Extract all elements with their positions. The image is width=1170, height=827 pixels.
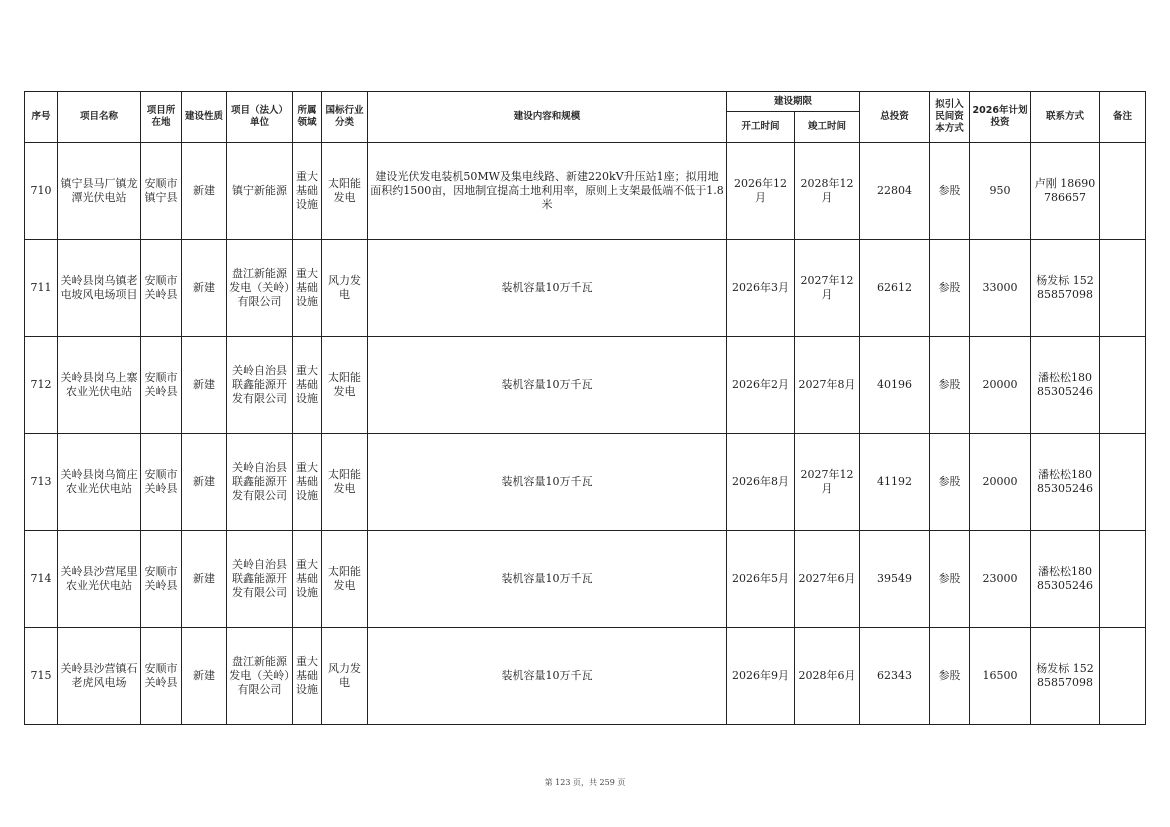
cell-content: 装机容量10万千瓦 [368, 531, 727, 628]
table-row [25, 531, 1146, 628]
cell-investment: 22804 [860, 143, 930, 240]
cell-seq: 712 [25, 337, 58, 434]
cell-investment: 39549 [860, 531, 930, 628]
cell-seq: 713 [25, 434, 58, 531]
header-period: 建设期限 [727, 92, 860, 112]
header-location: 项目所在地 [141, 92, 182, 143]
cell-location: 安顺市关岭县 [141, 628, 182, 725]
header-name: 项目名称 [58, 92, 141, 143]
cell-field: 重大基础设施 [293, 628, 322, 725]
cell-remark [1100, 143, 1146, 240]
cell-contact: 潘松松180 85305246 [1031, 531, 1100, 628]
cell-content: 装机容量10万千瓦 [368, 240, 727, 337]
cell-field: 重大基础设施 [293, 143, 322, 240]
header-investment: 总投资 [860, 92, 930, 143]
cell-plan-2026: 950 [970, 143, 1031, 240]
cell-unit: 关岭自治县联鑫能源开发有限公司 [227, 531, 293, 628]
cell-name: 关岭县岗乌上寨农业光伏电站 [58, 337, 141, 434]
table-row [25, 143, 1146, 240]
cell-investment: 62612 [860, 240, 930, 337]
header-capital-mode: 拟引入民间资本方式 [930, 92, 970, 143]
cell-industry: 太阳能发电 [322, 531, 368, 628]
cell-remark [1100, 240, 1146, 337]
cell-nature: 新建 [182, 434, 227, 531]
cell-unit: 盘江新能源发电（关岭）有限公司 [227, 628, 293, 725]
cell-capital-mode: 参股 [930, 337, 970, 434]
cell-name: 关岭县沙营镇石老虎风电场 [58, 628, 141, 725]
cell-start: 2026年2月 [727, 337, 795, 434]
cell-field: 重大基础设施 [293, 337, 322, 434]
cell-end: 2027年8月 [795, 337, 860, 434]
project-table [24, 91, 1146, 725]
cell-location: 安顺市关岭县 [141, 337, 182, 434]
cell-field: 重大基础设施 [293, 434, 322, 531]
cell-location: 安顺市关岭县 [141, 434, 182, 531]
header-content: 建设内容和规模 [368, 92, 727, 143]
cell-remark [1100, 434, 1146, 531]
cell-plan-2026: 33000 [970, 240, 1031, 337]
cell-seq: 715 [25, 628, 58, 725]
cell-nature: 新建 [182, 240, 227, 337]
cell-end: 2028年6月 [795, 628, 860, 725]
table-row [25, 628, 1146, 725]
cell-nature: 新建 [182, 628, 227, 725]
cell-name: 关岭县岗乌镇老屯坡风电场项目 [58, 240, 141, 337]
cell-plan-2026: 20000 [970, 434, 1031, 531]
header-field: 所属领域 [293, 92, 322, 143]
cell-content: 装机容量10万千瓦 [368, 434, 727, 531]
cell-plan-2026: 16500 [970, 628, 1031, 725]
cell-start: 2026年12月 [727, 143, 795, 240]
cell-capital-mode: 参股 [930, 143, 970, 240]
cell-end: 2027年12月 [795, 434, 860, 531]
cell-content: 建设光伏发电装机50MW及集电线路、新建220kV升压站1座；拟用地面积约1500亩，因地制宜提高土地利用率，原则上支架最低端不低于1.8米 [368, 143, 727, 240]
cell-plan-2026: 23000 [970, 531, 1031, 628]
cell-end: 2027年12月 [795, 240, 860, 337]
cell-investment: 40196 [860, 337, 930, 434]
cell-content: 装机容量10万千瓦 [368, 337, 727, 434]
cell-end: 2028年12月 [795, 143, 860, 240]
cell-investment: 41192 [860, 434, 930, 531]
cell-capital-mode: 参股 [930, 531, 970, 628]
cell-seq: 714 [25, 531, 58, 628]
cell-name: 镇宁县马厂镇龙潭光伏电站 [58, 143, 141, 240]
cell-start: 2026年5月 [727, 531, 795, 628]
cell-start: 2026年8月 [727, 434, 795, 531]
cell-contact: 潘松松180 85305246 [1031, 337, 1100, 434]
cell-seq: 711 [25, 240, 58, 337]
header-plan-2026: 2026年计划投资 [970, 92, 1031, 143]
cell-content: 装机容量10万千瓦 [368, 628, 727, 725]
header-start: 开工时间 [727, 112, 795, 143]
table-row [25, 240, 1146, 337]
header-remark: 备注 [1100, 92, 1146, 143]
header-contact: 联系方式 [1031, 92, 1100, 143]
cell-end: 2027年6月 [795, 531, 860, 628]
table-row [25, 434, 1146, 531]
cell-industry: 太阳能发电 [322, 143, 368, 240]
cell-contact: 潘松松180 85305246 [1031, 434, 1100, 531]
cell-field: 重大基础设施 [293, 531, 322, 628]
table-row [25, 337, 1146, 434]
header-end: 竣工时间 [795, 112, 860, 143]
cell-seq: 710 [25, 143, 58, 240]
cell-contact: 杨发标 15285857098 [1031, 240, 1100, 337]
cell-unit: 关岭自治县联鑫能源开发有限公司 [227, 434, 293, 531]
cell-unit: 盘江新能源发电（关岭）有限公司 [227, 240, 293, 337]
cell-unit: 关岭自治县联鑫能源开发有限公司 [227, 337, 293, 434]
header-nature: 建设性质 [182, 92, 227, 143]
cell-location: 安顺市关岭县 [141, 531, 182, 628]
cell-industry: 风力发电 [322, 628, 368, 725]
header-unit: 项目（法人）单位 [227, 92, 293, 143]
cell-location: 安顺市关岭县 [141, 240, 182, 337]
cell-name: 关岭县岗乌简庄农业光伏电站 [58, 434, 141, 531]
cell-remark [1100, 628, 1146, 725]
cell-plan-2026: 20000 [970, 337, 1031, 434]
cell-investment: 62343 [860, 628, 930, 725]
cell-name: 关岭县沙营尾里农业光伏电站 [58, 531, 141, 628]
header-seq: 序号 [25, 92, 58, 143]
cell-nature: 新建 [182, 337, 227, 434]
cell-contact: 杨发标 15285857098 [1031, 628, 1100, 725]
cell-location: 安顺市镇宁县 [141, 143, 182, 240]
cell-industry: 太阳能发电 [322, 434, 368, 531]
cell-industry: 太阳能发电 [322, 337, 368, 434]
cell-nature: 新建 [182, 143, 227, 240]
cell-start: 2026年3月 [727, 240, 795, 337]
page-footer: 第 123 页，共 259 页 [544, 778, 626, 787]
cell-unit: 镇宁新能源 [227, 143, 293, 240]
cell-contact: 卢刚 18690786657 [1031, 143, 1100, 240]
cell-capital-mode: 参股 [930, 240, 970, 337]
cell-capital-mode: 参股 [930, 434, 970, 531]
header-industry: 国标行业分类 [322, 92, 368, 143]
cell-industry: 风力发电 [322, 240, 368, 337]
cell-capital-mode: 参股 [930, 628, 970, 725]
cell-remark [1100, 531, 1146, 628]
cell-remark [1100, 337, 1146, 434]
cell-field: 重大基础设施 [293, 240, 322, 337]
cell-start: 2026年9月 [727, 628, 795, 725]
cell-nature: 新建 [182, 531, 227, 628]
